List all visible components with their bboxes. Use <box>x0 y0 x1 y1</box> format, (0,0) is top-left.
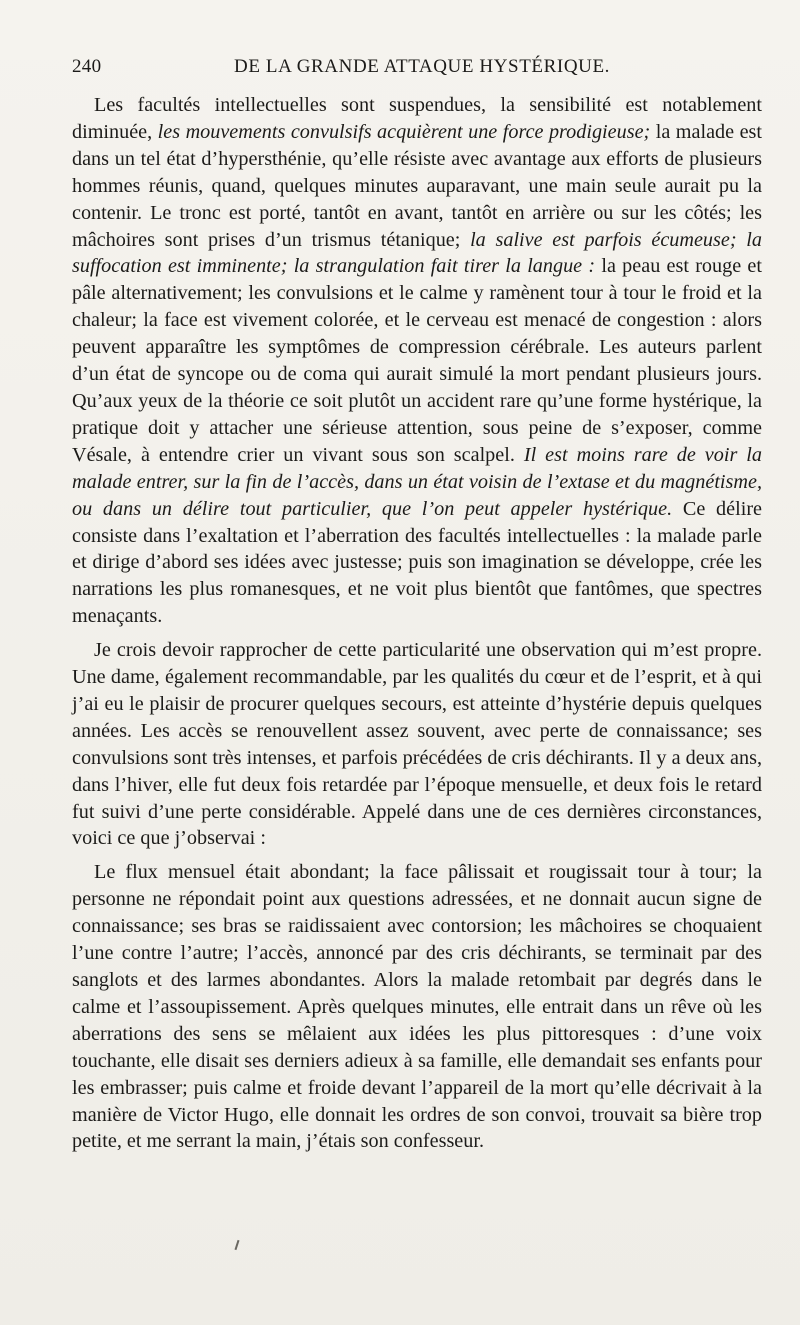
paragraph-3 <box>72 859 762 1155</box>
paragraph-1-segment: Les facultés intellectuelles sont suspendues, la sensibilité est notablement diminuée, <box>72 94 762 143</box>
paragraph-1-segment: Ce délire consiste dans l’exaltation et l’aberration des facultés intellectuelles : la malade parle et dirige d’abord ses idées avec justesse; puis son imagination se développe, crée les narrations les plus romanesques, et ne voit plus bientôt que fantômes, que spectres menaçants. <box>72 497 762 628</box>
ink-speck <box>235 1240 240 1250</box>
page-header <box>72 56 762 84</box>
paragraph-3-segment: Le flux mensuel était abondant; la face pâlissait et rougissait tour à tour; la personne ne répondait point aux questions adressées, et ne donnait aucun signe de connaissance; ses bras se raidissaient avec contorsion; les mâchoires se choquaient l’une contre l’autre; l’accès, annoncé par des cris déchirants, se terminait par des sanglots et des larmes abondantes. Alors la malade retombait par degrés dans le calme et l’assoupissement. Après quelques minutes, elle entrait dans un rêve où les aberrations des sens se mêlaient aux idées les plus pittoresques : d’une voix touchante, elle disait ses derniers adieux à sa famille, elle demandait ses enfants pour les embrasser; puis calme et froide devant l’appareil de la mort qu’elle décrivait à la manière de Victor Hugo, elle donnait les ordres de son convoi, trouvait sa bière trop petite, et me serrant la main, j’étais son confesseur. <box>72 861 762 1153</box>
running-title: DE LA GRANDE ATTAQUE HYSTÉRIQUE. <box>234 56 611 77</box>
paragraph-2-segment: Je crois devoir rapprocher de cette particularité une observation qui m’est propre. Une dame, également recommandable, par les qualités du cœur et de l’esprit, et à qui j’ai eu le plaisir de procurer quelques secours, est atteinte d’hystérie depuis quelques années. Les accès se renouvellent assez souvent, avec perte de connaissance; ses convulsions sont très intenses, et parfois précédées de cris déchirants. Il y a deux ans, dans l’hiver, elle fut deux fois retardée par l’époque mensuelle, et deux fois le retard fut suivi d’une perte considérable. Appelé dans une de ces dernières circonstances, voici ce que j’observai : <box>72 639 762 850</box>
paragraph-2 <box>72 637 762 852</box>
paragraph-1-segment: la peau est rouge et pâle alternativement; les convulsions et le calme y ramènent tour à tour le froid et la chaleur; la face est vivement colorée, et le cerveau est menacé de congestion : alors peuvent apparaître les symptômes de compression cérébrale. Les auteurs parlent d’un état de syncope ou de coma qui aurait simulé la mort pendant plusieurs jours. Qu’aux yeux de la théorie ce soit plutôt un accident rare qu’une forme hystérique, la pratique doit y attacher une sérieuse attention, sous peine de s’exposer, comme Vésale, à entendre crier un vivant sous son scalpel. <box>72 255 762 466</box>
paragraph-1-italic: la salive est parfois écumeuse; la suffocation est imminente; la strangulation fait tirer la langue : <box>72 228 762 278</box>
paragraph-1-segment: la malade est dans un tel état d’hypersthénie, qu’elle résiste avec avantage aux efforts de plusieurs hommes réunis, quand, quelques minutes auparavant, une main seule aurait pu la contenir. Le tronc est porté, tantôt en avant, tantôt en arrière ou sur les côtés; les mâchoires sont prises d’un trismus tétanique; <box>72 120 762 251</box>
paragraph-1-italic: Il est moins rare de voir la malade entrer, sur la fin de l’accès, dans un état voisin de l’extase et du magnétisme, ou dans un délire tout particulier, que l’on peut appeler hystérique. <box>72 443 762 520</box>
page-number: 240 <box>72 56 102 77</box>
body-text <box>72 92 762 1155</box>
paragraph-1 <box>72 92 762 630</box>
paragraph-1-italic: les mouvements convulsifs acquièrent une force prodigieuse; <box>157 120 651 143</box>
